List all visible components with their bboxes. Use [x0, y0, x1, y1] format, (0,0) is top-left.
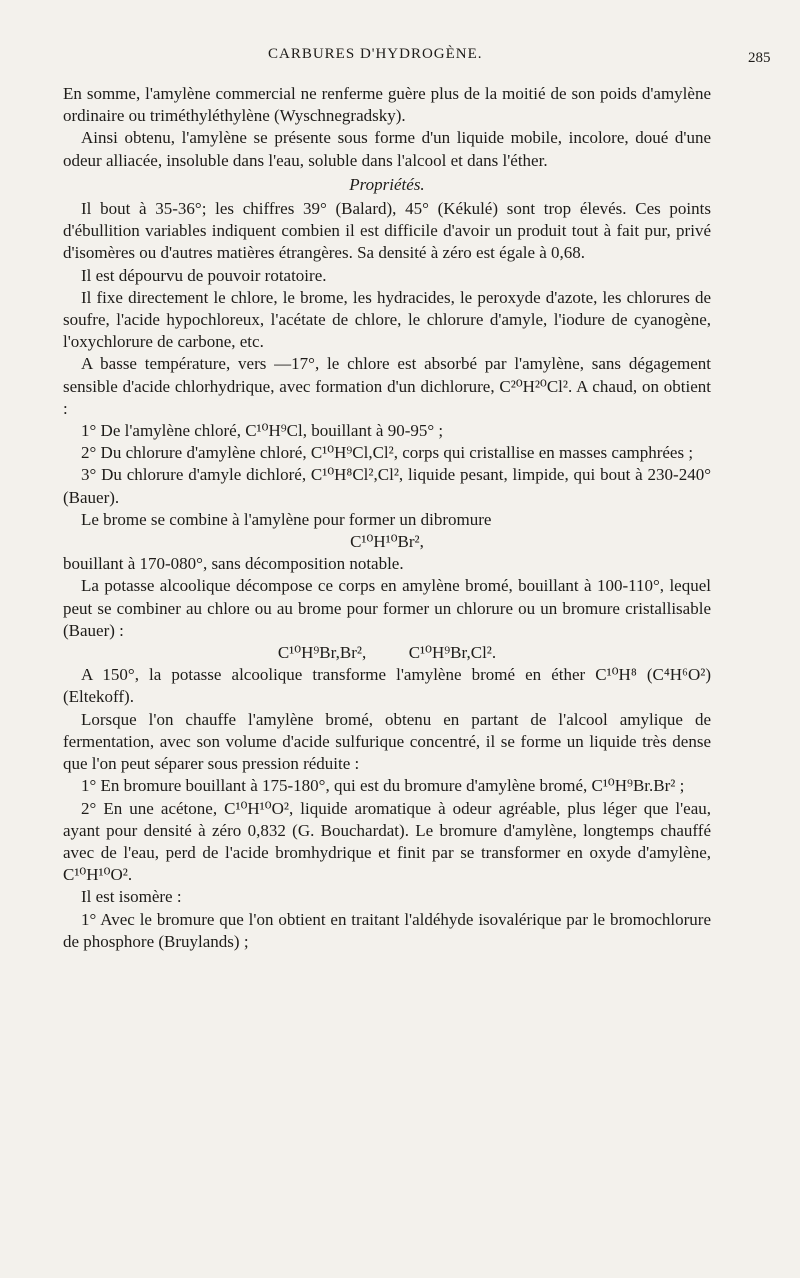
formula-line: C¹⁰H⁹Br,Br², C¹⁰H⁹Br,Cl². [277, 643, 497, 663]
section-heading: Propriétés. [349, 174, 425, 194]
paragraph: Il est dépourvu de pouvoir rotatoire. [81, 265, 327, 285]
paragraph: 1° Avec le bromure que l'on obtient en traitant l'aldéhyde isovalérique par le bromochlorure de phosphore (Bruylands) ; [63, 909, 711, 951]
paragraph: Il est isomère : [81, 887, 182, 907]
paragraph: 2° En une acétone, C¹⁰H¹⁰O², liquide aromatique à odeur agréable, plus léger que l'eau, ayant pour densité à zéro 0,832 (G. Bouchardat). Le bromure d'amylène, longtemps chauffé avec de l'eau, perd de l'acide bromhydrique et finit par se transformer en oxyde d'amylène, C¹⁰H¹⁰O². [63, 798, 711, 885]
paragraph: 1° En bromure bouillant à 175-180°, qui est du bromure d'amylène bromé, C¹⁰H⁹Br.Br² ; [81, 776, 685, 796]
formula-line: C¹⁰H¹⁰Br², [350, 532, 424, 552]
paragraph: 1° De l'amylène chloré, C¹⁰H⁹Cl, bouillant à 90-95° ; [81, 421, 444, 441]
paragraph: La potasse alcoolique décompose ce corps en amylène bromé, bouillant à 100-110°, lequel peut se combiner au chlore ou au brome pour former un chlorure ou un bromure cristallisable (Bauer) : [63, 576, 711, 640]
running-header [0, 44, 800, 68]
paragraph: A 150°, la potasse alcoolique transforme l'amylène bromé en éther C¹⁰H⁸ (C⁴H⁶O²) (Eltekoff). [63, 665, 711, 707]
paragraph: Il fixe directement le chlore, le brome, les hydracides, le peroxyde d'azote, les chlorures de soufre, l'acide hypochloreux, l'acétate de chlore, le chlorure d'amyle, l'iodure de cyanogène, l'oxychlorure de carbone, etc. [63, 287, 711, 352]
paragraph: Il bout à 35-36°; les chiffres 39° (Balard), 45° (Kékulé) sont trop élevés. Ces points d'ébullition variables indiquent combien il est difficile d'avoir un produit tout à fait pur, privé d'isomères ou d'autres matières étrangères. Sa densité à zéro est égale à 0,68. [63, 199, 711, 263]
paragraph: En somme, l'amylène commercial ne renferme guère plus de la moitié de son poids d'amylène ordinaire ou triméthyléthylène (Wyschnegradsky). [63, 84, 711, 126]
page-number: 285 [748, 50, 771, 66]
paragraph: bouillant à 170-080°, sans décomposition notable. [63, 554, 404, 574]
body-text [63, 83, 711, 953]
paragraph: 2° Du chlorure d'amylène chloré, C¹⁰H⁹Cl,Cl², corps qui cristallise en masses camphrées ; [81, 443, 694, 463]
paragraph: Le brome se combine à l'amylène pour former un dibromure [81, 509, 492, 529]
paragraph: Lorsque l'on chauffe l'amylène bromé, obtenu en partant de l'alcool amylique de fermentation, avec son volume d'acide sulfurique concentré, il se forme un liquide très dense que l'on peut séparer sous pression réduite : [63, 709, 711, 774]
header-title: CARBURES D'HYDROGÈNE. [268, 46, 483, 62]
paragraph: Ainsi obtenu, l'amylène se présente sous forme d'un liquide mobile, incolore, doué d'une odeur alliacée, insoluble dans l'eau, soluble dans l'alcool et dans l'éther. [63, 128, 711, 170]
paragraph: A basse température, vers —17°, le chlore est absorbé par l'amylène, sans dégagement sensible d'acide chlorhydrique, avec formation d'un dichlorure, C²⁰H²⁰Cl². A chaud, on obtient : [63, 354, 711, 418]
paragraph: 3° Du chlorure d'amyle dichloré, C¹⁰H⁸Cl²,Cl², liquide pesant, limpide, qui bout à 230-240° (Bauer). [63, 465, 711, 507]
